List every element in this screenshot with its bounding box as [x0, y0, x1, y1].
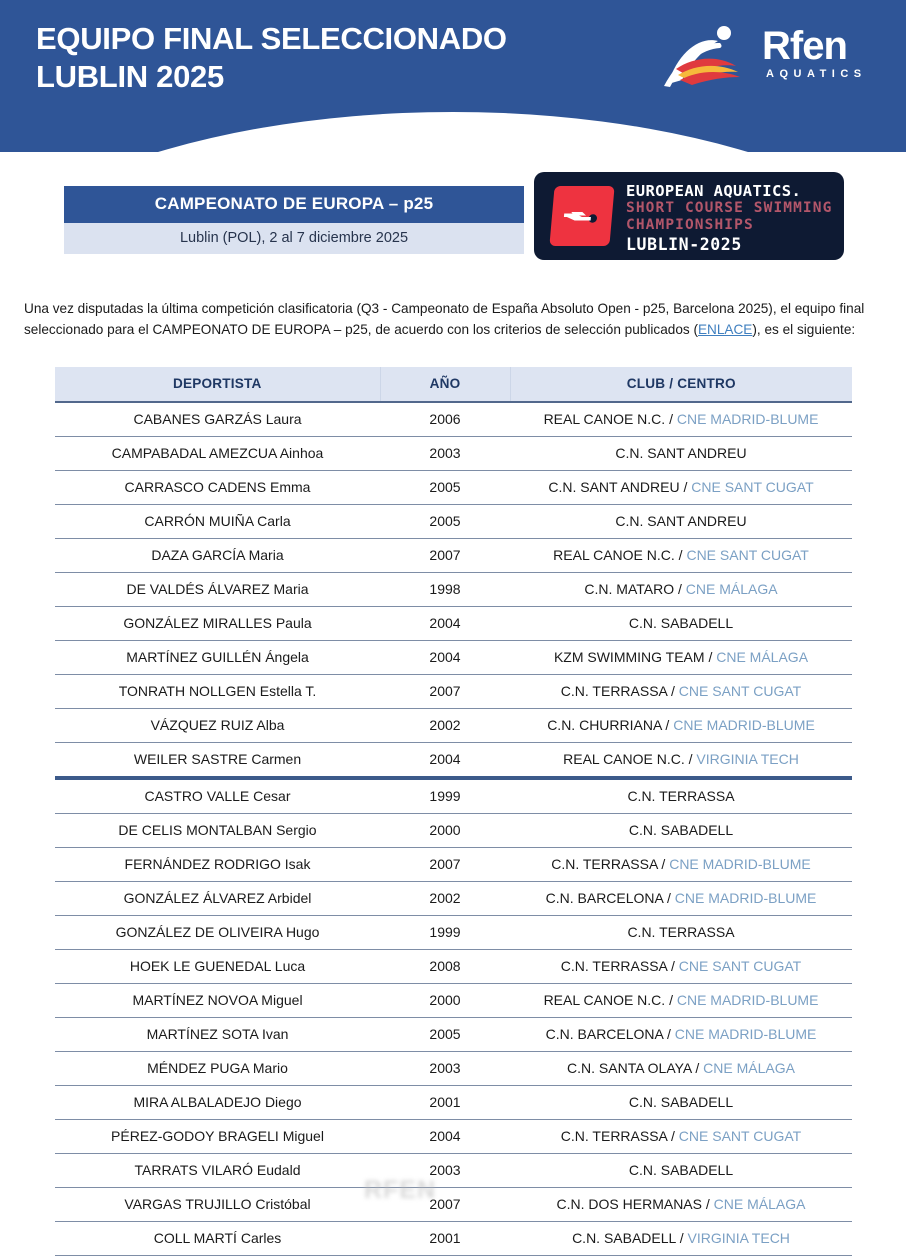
club-centro-separator: /: [679, 479, 692, 495]
club-name: C.N. TERRASSA: [627, 788, 735, 804]
cell-club-centro: [510, 1154, 852, 1188]
cell-club-centro: [510, 471, 852, 505]
header-curve-decoration: [0, 112, 906, 152]
event-logo-text: [626, 182, 832, 255]
rfen-swimmer-icon: [662, 22, 758, 90]
intro-text-part1: Una vez disputadas la última competición clasificatoria (Q3 - Campeonato de España Absoluto Open - p25, Barcelona 2025), el equipo final seleccionado para el CAMPEONATO DE EUROPA – p25, de acuerdo con los criterios de selección publicados (: [24, 300, 865, 337]
club-centro-separator: /: [691, 1060, 704, 1076]
cell-deportista: DE CELIS MONTALBAN Sergio: [55, 814, 380, 848]
cell-club-centro: [510, 1120, 852, 1154]
cell-ano: 1998: [380, 573, 510, 607]
event-logo-line1: EUROPEAN AQUATICS.: [626, 182, 802, 200]
centro-name: CNE MÁLAGA: [703, 1060, 795, 1076]
club-centro-separator: /: [663, 890, 675, 906]
cell-club-centro: [510, 1018, 852, 1052]
cell-club-centro: [510, 607, 852, 641]
club-centro-separator: /: [667, 1128, 679, 1144]
centro-name: CNE MADRID-BLUME: [676, 411, 819, 427]
cell-deportista: TARRATS VILARÓ Eudald: [55, 1154, 380, 1188]
cell-club-centro: [510, 778, 852, 814]
cell-club-centro: [510, 1086, 852, 1120]
table-row: [55, 607, 852, 641]
cell-ano: 2003: [380, 1154, 510, 1188]
cell-ano: 1999: [380, 778, 510, 814]
cell-club-centro: [510, 1052, 852, 1086]
club-centro-separator: /: [674, 581, 686, 597]
table-row: [55, 402, 852, 437]
club-centro-separator: /: [667, 958, 679, 974]
club-name: KZM SWIMMING TEAM: [553, 649, 705, 665]
club-name: C.N. SABADELL: [628, 1162, 734, 1178]
swimmer-icon: [561, 210, 602, 223]
cell-ano: 2004: [380, 743, 510, 779]
event-logo-mark: [549, 186, 614, 246]
cell-club-centro: [510, 1188, 852, 1222]
table-row: [55, 539, 852, 573]
club-name: C.N. DOS HERMANAS: [556, 1196, 702, 1212]
cell-deportista: DAZA GARCÍA Maria: [55, 539, 380, 573]
cell-ano: 2006: [380, 402, 510, 437]
centro-name: CNE MADRID-BLUME: [674, 890, 817, 906]
club-name: C.N. SANT ANDREU: [615, 513, 747, 529]
centro-name: CNE MÁLAGA: [685, 581, 778, 597]
club-centro-separator: /: [667, 683, 679, 699]
table-row: [55, 471, 852, 505]
centro-name: CNE MADRID-BLUME: [674, 1026, 817, 1042]
cell-deportista: MIRA ALBALADEJO Diego: [55, 1086, 380, 1120]
cell-club-centro: [510, 882, 852, 916]
cell-deportista: CARRÓN MUIÑA Carla: [55, 505, 380, 539]
cell-deportista: GONZÁLEZ ÁLVAREZ Arbidel: [55, 882, 380, 916]
centro-name: CNE SANT CUGAT: [678, 1128, 802, 1144]
table-row: [55, 505, 852, 539]
rfen-subtitle: AQUATICS: [766, 68, 867, 80]
cell-ano: 2004: [380, 1120, 510, 1154]
cell-club-centro: [510, 573, 852, 607]
page-header: [0, 0, 906, 152]
cell-ano: 2004: [380, 607, 510, 641]
table-row: [55, 1052, 852, 1086]
club-name: C.N. TERRASSA: [560, 683, 668, 699]
centro-name: CNE SANT CUGAT: [678, 683, 802, 699]
table-header-row: [55, 367, 852, 402]
table-row: [55, 778, 852, 814]
cell-ano: 1999: [380, 916, 510, 950]
table-row: [55, 675, 852, 709]
table-row: [55, 641, 852, 675]
table-row: [55, 1086, 852, 1120]
column-header-deportista: DEPORTISTA: [55, 367, 380, 402]
table-row: [55, 437, 852, 471]
table-row: [55, 709, 852, 743]
table-row: [55, 984, 852, 1018]
cell-deportista: COLL MARTÍ Carles: [55, 1222, 380, 1256]
cell-ano: 2005: [380, 505, 510, 539]
club-centro-separator: /: [684, 751, 697, 767]
page-title-line1: EQUIPO FINAL SELECCIONADO: [36, 21, 507, 56]
cell-ano: 2008: [380, 950, 510, 984]
rfen-logo: [662, 22, 880, 94]
club-name: C.N. TERRASSA: [551, 856, 658, 872]
cell-ano: 2001: [380, 1222, 510, 1256]
cell-deportista: MARTÍNEZ GUILLÉN Ángela: [55, 641, 380, 675]
club-name: C.N. SANT ANDREU: [548, 479, 680, 495]
cell-club-centro: [510, 814, 852, 848]
centro-name: CNE MÁLAGA: [713, 1196, 806, 1212]
club-name: C.N. SABADELL: [572, 1230, 676, 1246]
cell-ano: 2007: [380, 1188, 510, 1222]
event-logo-line2: SHORT COURSE SWIMMING: [626, 200, 833, 216]
cell-ano: 2000: [380, 984, 510, 1018]
club-centro-separator: /: [674, 547, 687, 563]
centro-name: VIRGINIA TECH: [687, 1230, 790, 1246]
table-body: [55, 402, 852, 1256]
cell-ano: 2001: [380, 1086, 510, 1120]
club-name: C.N. TERRASSA: [560, 1128, 668, 1144]
table-row: [55, 916, 852, 950]
cell-deportista: CARRASCO CADENS Emma: [55, 471, 380, 505]
intro-paragraph: [24, 298, 886, 340]
event-title-block: [64, 186, 524, 254]
club-centro-separator: /: [663, 1026, 675, 1042]
club-centro-separator: /: [661, 717, 674, 733]
cell-ano: 2002: [380, 882, 510, 916]
club-name: C.N. CHURRIANA: [547, 717, 662, 733]
cell-deportista: WEILER SASTRE Carmen: [55, 743, 380, 779]
cell-club-centro: [510, 641, 852, 675]
cell-deportista: VARGAS TRUJILLO Cristóbal: [55, 1188, 380, 1222]
table-row: [55, 882, 852, 916]
cell-deportista: CABANES GARZÁS Laura: [55, 402, 380, 437]
page-title-line2: LUBLIN 2025: [36, 59, 224, 94]
cell-club-centro: [510, 1222, 852, 1256]
club-name: REAL CANOE N.C.: [543, 992, 666, 1008]
club-centro-separator: /: [665, 992, 677, 1008]
cell-ano: 2003: [380, 437, 510, 471]
centro-name: CNE SANT CUGAT: [678, 958, 802, 974]
centro-name: CNE MÁLAGA: [716, 649, 809, 665]
cell-club-centro: [510, 743, 852, 779]
enlace-link[interactable]: ENLACE: [697, 321, 753, 337]
page-title: [36, 20, 656, 96]
cell-ano: 2004: [380, 641, 510, 675]
club-name: C.N. SABADELL: [628, 1094, 734, 1110]
event-logo-line4: LUBLIN-2025: [626, 235, 742, 254]
club-name: C.N. TERRASSA: [560, 958, 668, 974]
cell-club-centro: [510, 950, 852, 984]
cell-deportista: CAMPABADAL AMEZCUA Ainhoa: [55, 437, 380, 471]
cell-club-centro: [510, 675, 852, 709]
cell-club-centro: [510, 709, 852, 743]
table-row: [55, 573, 852, 607]
event-logo-line3: CHAMPIONSHIPS: [626, 217, 754, 233]
centro-name: CNE MADRID-BLUME: [673, 717, 815, 733]
club-name: C.N. SANTA OLAYA: [567, 1060, 692, 1076]
cell-deportista: VÁZQUEZ RUIZ Alba: [55, 709, 380, 743]
cell-deportista: DE VALDÉS ÁLVAREZ Maria: [55, 573, 380, 607]
table-row: [55, 950, 852, 984]
cell-deportista: TONRATH NOLLGEN Estella T.: [55, 675, 380, 709]
club-centro-separator: /: [665, 411, 677, 427]
cell-ano: 2005: [380, 471, 510, 505]
club-name: C.N. SANT ANDREU: [615, 445, 747, 461]
club-name: C.N. BARCELONA: [545, 890, 664, 906]
table-row: [55, 743, 852, 779]
table-row: [55, 1018, 852, 1052]
cell-club-centro: [510, 402, 852, 437]
centro-name: CNE SANT CUGAT: [686, 547, 809, 563]
cell-club-centro: [510, 505, 852, 539]
club-name: REAL CANOE N.C.: [553, 547, 675, 563]
club-centro-separator: /: [704, 649, 717, 665]
club-name: C.N. TERRASSA: [627, 924, 735, 940]
club-centro-separator: /: [675, 1230, 688, 1246]
club-name: C.N. BARCELONA: [545, 1026, 664, 1042]
centro-name: VIRGINIA TECH: [696, 751, 799, 767]
cell-club-centro: [510, 437, 852, 471]
event-title: CAMPEONATO DE EUROPA – p25: [64, 186, 524, 223]
club-name: C.N. MATARO: [584, 581, 675, 597]
cell-deportista: FERNÁNDEZ RODRIGO Isak: [55, 848, 380, 882]
table-row: [55, 1222, 852, 1256]
cell-deportista: HOEK LE GUENEDAL Luca: [55, 950, 380, 984]
cell-ano: 2007: [380, 539, 510, 573]
table-head: [55, 367, 852, 402]
cell-deportista: MARTÍNEZ NOVOA Miguel: [55, 984, 380, 1018]
cell-deportista: CASTRO VALLE Cesar: [55, 778, 380, 814]
club-centro-separator: /: [657, 856, 670, 872]
table-row: [55, 1120, 852, 1154]
intro-text-part2: ), es el siguiente:: [752, 321, 856, 337]
cell-ano: 2007: [380, 675, 510, 709]
cell-ano: 2002: [380, 709, 510, 743]
centro-name: CNE MADRID-BLUME: [676, 992, 819, 1008]
event-subtitle: Lublin (POL), 2 al 7 diciembre 2025: [64, 223, 524, 254]
watermark: RFEN: [364, 1176, 437, 1204]
cell-ano: 2007: [380, 848, 510, 882]
cell-deportista: GONZÁLEZ DE OLIVEIRA Hugo: [55, 916, 380, 950]
cell-deportista: PÉREZ-GODOY BRAGELI Miguel: [55, 1120, 380, 1154]
cell-deportista: GONZÁLEZ MIRALLES Paula: [55, 607, 380, 641]
column-header-ano: AÑO: [380, 367, 510, 402]
column-header-club-centro: CLUB / CENTRO: [510, 367, 852, 402]
club-name: C.N. SABADELL: [628, 822, 734, 838]
cell-ano: 2000: [380, 814, 510, 848]
team-table: [55, 367, 852, 1256]
cell-club-centro: [510, 916, 852, 950]
centro-name: CNE MADRID-BLUME: [669, 856, 811, 872]
club-name: REAL CANOE N.C.: [543, 411, 666, 427]
centro-name: CNE SANT CUGAT: [691, 479, 814, 495]
cell-ano: 2005: [380, 1018, 510, 1052]
cell-club-centro: [510, 984, 852, 1018]
cell-club-centro: [510, 539, 852, 573]
table-row: [55, 814, 852, 848]
table-row: [55, 848, 852, 882]
rfen-wordmark: Rfen: [762, 24, 847, 68]
event-logo-badge: [534, 172, 844, 260]
club-name: REAL CANOE N.C.: [563, 751, 685, 767]
cell-club-centro: [510, 848, 852, 882]
cell-deportista: MÉNDEZ PUGA Mario: [55, 1052, 380, 1086]
cell-deportista: MARTÍNEZ SOTA Ivan: [55, 1018, 380, 1052]
club-name: C.N. SABADELL: [628, 615, 734, 631]
club-centro-separator: /: [701, 1196, 714, 1212]
cell-ano: 2003: [380, 1052, 510, 1086]
